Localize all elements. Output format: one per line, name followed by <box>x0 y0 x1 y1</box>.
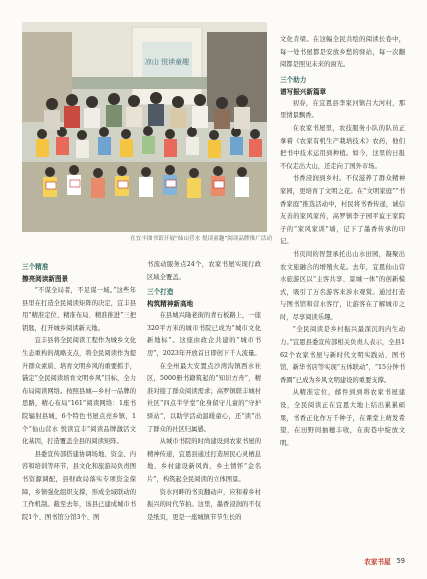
column-1 <box>22 259 136 524</box>
section-2-heading <box>147 286 261 310</box>
paragraph: 资水河畔的书页翻动声，应和着乡村振兴的时代节拍。这里，墨香浸润的不仅是纸页，更是一座城镇节节生长的 <box>147 488 261 521</box>
section-3-title: 三个助力 <box>280 75 307 84</box>
paragraph: 县委宣传部搭建协调场地、资金、内容和培训等环节，县文化和旅游局负责图书资源调配，县财政局落实专项资金保障，乡镇强化组织支撑，形成全域联动的工作机制。截至去年，该县已建成城市书院1个、图书馆分馆3个、图 <box>22 450 136 521</box>
paragraph: 在农家书屋里，农技服务小队的队员正拿着《农家有机生产栽培技术》农药，他们把书中技术运用到种植。如今，这里的日报不仅走出大山，还走向了国外市场。 <box>280 124 405 170</box>
paragraph: 在县城兴隆老街的青石板路上，一座320平方米的城市书院已成为“城市文化新地标”。这座由政企共建的“城市书房”，2023年开放首日即创下千人流量。 <box>147 312 261 357</box>
paragraph: 书页间的智慧承托出山水田园，凝聚出农文旅融合的增殖火花。去年，宜恩仙山营水旅游区以“主客共享、景城一体”的创新模式，吸引了万名游客来涉水观赏。通过打造与图书馆和营水客厅，让游客在了解城市之时，尽享阅读乐趣。 <box>280 250 405 321</box>
page-footer <box>364 556 405 566</box>
section-2-subtitle: 构筑精神新高地 <box>147 300 194 309</box>
paragraph: “全民阅读是乡村振兴最深沉的内生动力。”宜恩县委宣传部相关负责人表示，全县162个农家书屋与新时代文明实践站、图书馆、新华书店等实现“五体联动”，“15分钟书香圈”已成为乡风文明建设的重要支撑。 <box>280 326 405 384</box>
paragraph: 书香浸润到乡村。不仅滋养了群众精神家园，更培育了文明之花。在“文明家庭”“书香家庭”推选活动中，村民将书香传递，诚信友善的家风家传，高罗镇李子园平谊王家院子的“家风家训”墙，记下了墨香传承的印记。 <box>280 175 405 246</box>
paragraph: “不谋全局者，不足谋一域。”这些年县里在打造全民阅读矩阵的决定，宜丰县用“精准定位、精准布局、精准推进”三把钥匙，打开城乡阅读新天地。 <box>22 287 136 332</box>
group-photo-image <box>22 22 267 232</box>
page-number: 59 <box>396 557 405 565</box>
paragraph: 初春，在宜恩县李家河镇吕大河村，那里情景飘香。 <box>280 99 405 120</box>
paragraph: 从城市书院的时尚建设到农家书屋的精神传递，宜恩县通过打造居民心灵栖息地、乡村建设新风尚、乡土情怀“金名片”，构筑起全民阅读的立体图景。 <box>147 438 261 483</box>
column-3 <box>280 34 405 450</box>
section-1-heading <box>22 261 136 285</box>
banner-text: 凉山 悦读童趣 <box>144 58 190 66</box>
paragraph: 宜丰县将全民阅读工程作为城乡文化生态重构的战略支点，将全民阅读作为提升群众素质、培育文明乡风的重要抓手，锚定“全民阅读培育文明乡风”目标，全力布局阅读网络。按照县城—乡村一品牌的思路，精心布局“161”阅读网络：1座书院辐射县城，6个特色书屋点亮乡镇，1个“仙山营水 悦读宜丰”阅读品牌激活文化基因，打造覆盖全县的阅读矩阵。 <box>22 337 136 446</box>
event-photo <box>22 22 267 232</box>
section-3-subtitle: 谱写振兴新篇章 <box>280 87 327 96</box>
paragraph: 从精准定位，邮件到到将农家书屋建设，全民阅读正在宜恩大地上结出累累硕果，书香正化作万千种子，在课堂上萌发希望，在田野间抽穗丰收，在街巷中绽放文明。 <box>280 389 405 447</box>
paragraph-continued: 书流动服务点24个，农家书屋实现行政区域全覆盖。 <box>147 261 261 281</box>
column-2 <box>147 259 261 524</box>
section-1-title: 三个精准 <box>22 263 49 271</box>
paragraph: 在全州最大安置点沙湾沟镇西水社区，5000册书籍筑起的“知识方舟”，精准对接了群众阅读需求；高罗镇联丰城村社区“四点半学堂”化身留守儿童的“守护驿站”，以助学活动温暖童心，还“读”出了群众的社区归属感。 <box>147 362 261 433</box>
paragraph-continued: 文化肯梁。在这幅全民共绘的阅读长卷中，每一处书屋都是安放乡愁的驿站，每一次翻阅都是照见未来的窗光。 <box>280 36 405 69</box>
magazine-name: 农家书屋 <box>364 558 391 566</box>
photo-caption: 在宜丰图书馆开展“仙山营水 悦读童趣”阅读品牌推广活动 <box>130 236 272 242</box>
section-1-subtitle: 擦亮阅读新图景 <box>22 275 69 283</box>
section-3-heading <box>280 74 405 98</box>
section-2-title: 三个打造 <box>147 288 174 297</box>
